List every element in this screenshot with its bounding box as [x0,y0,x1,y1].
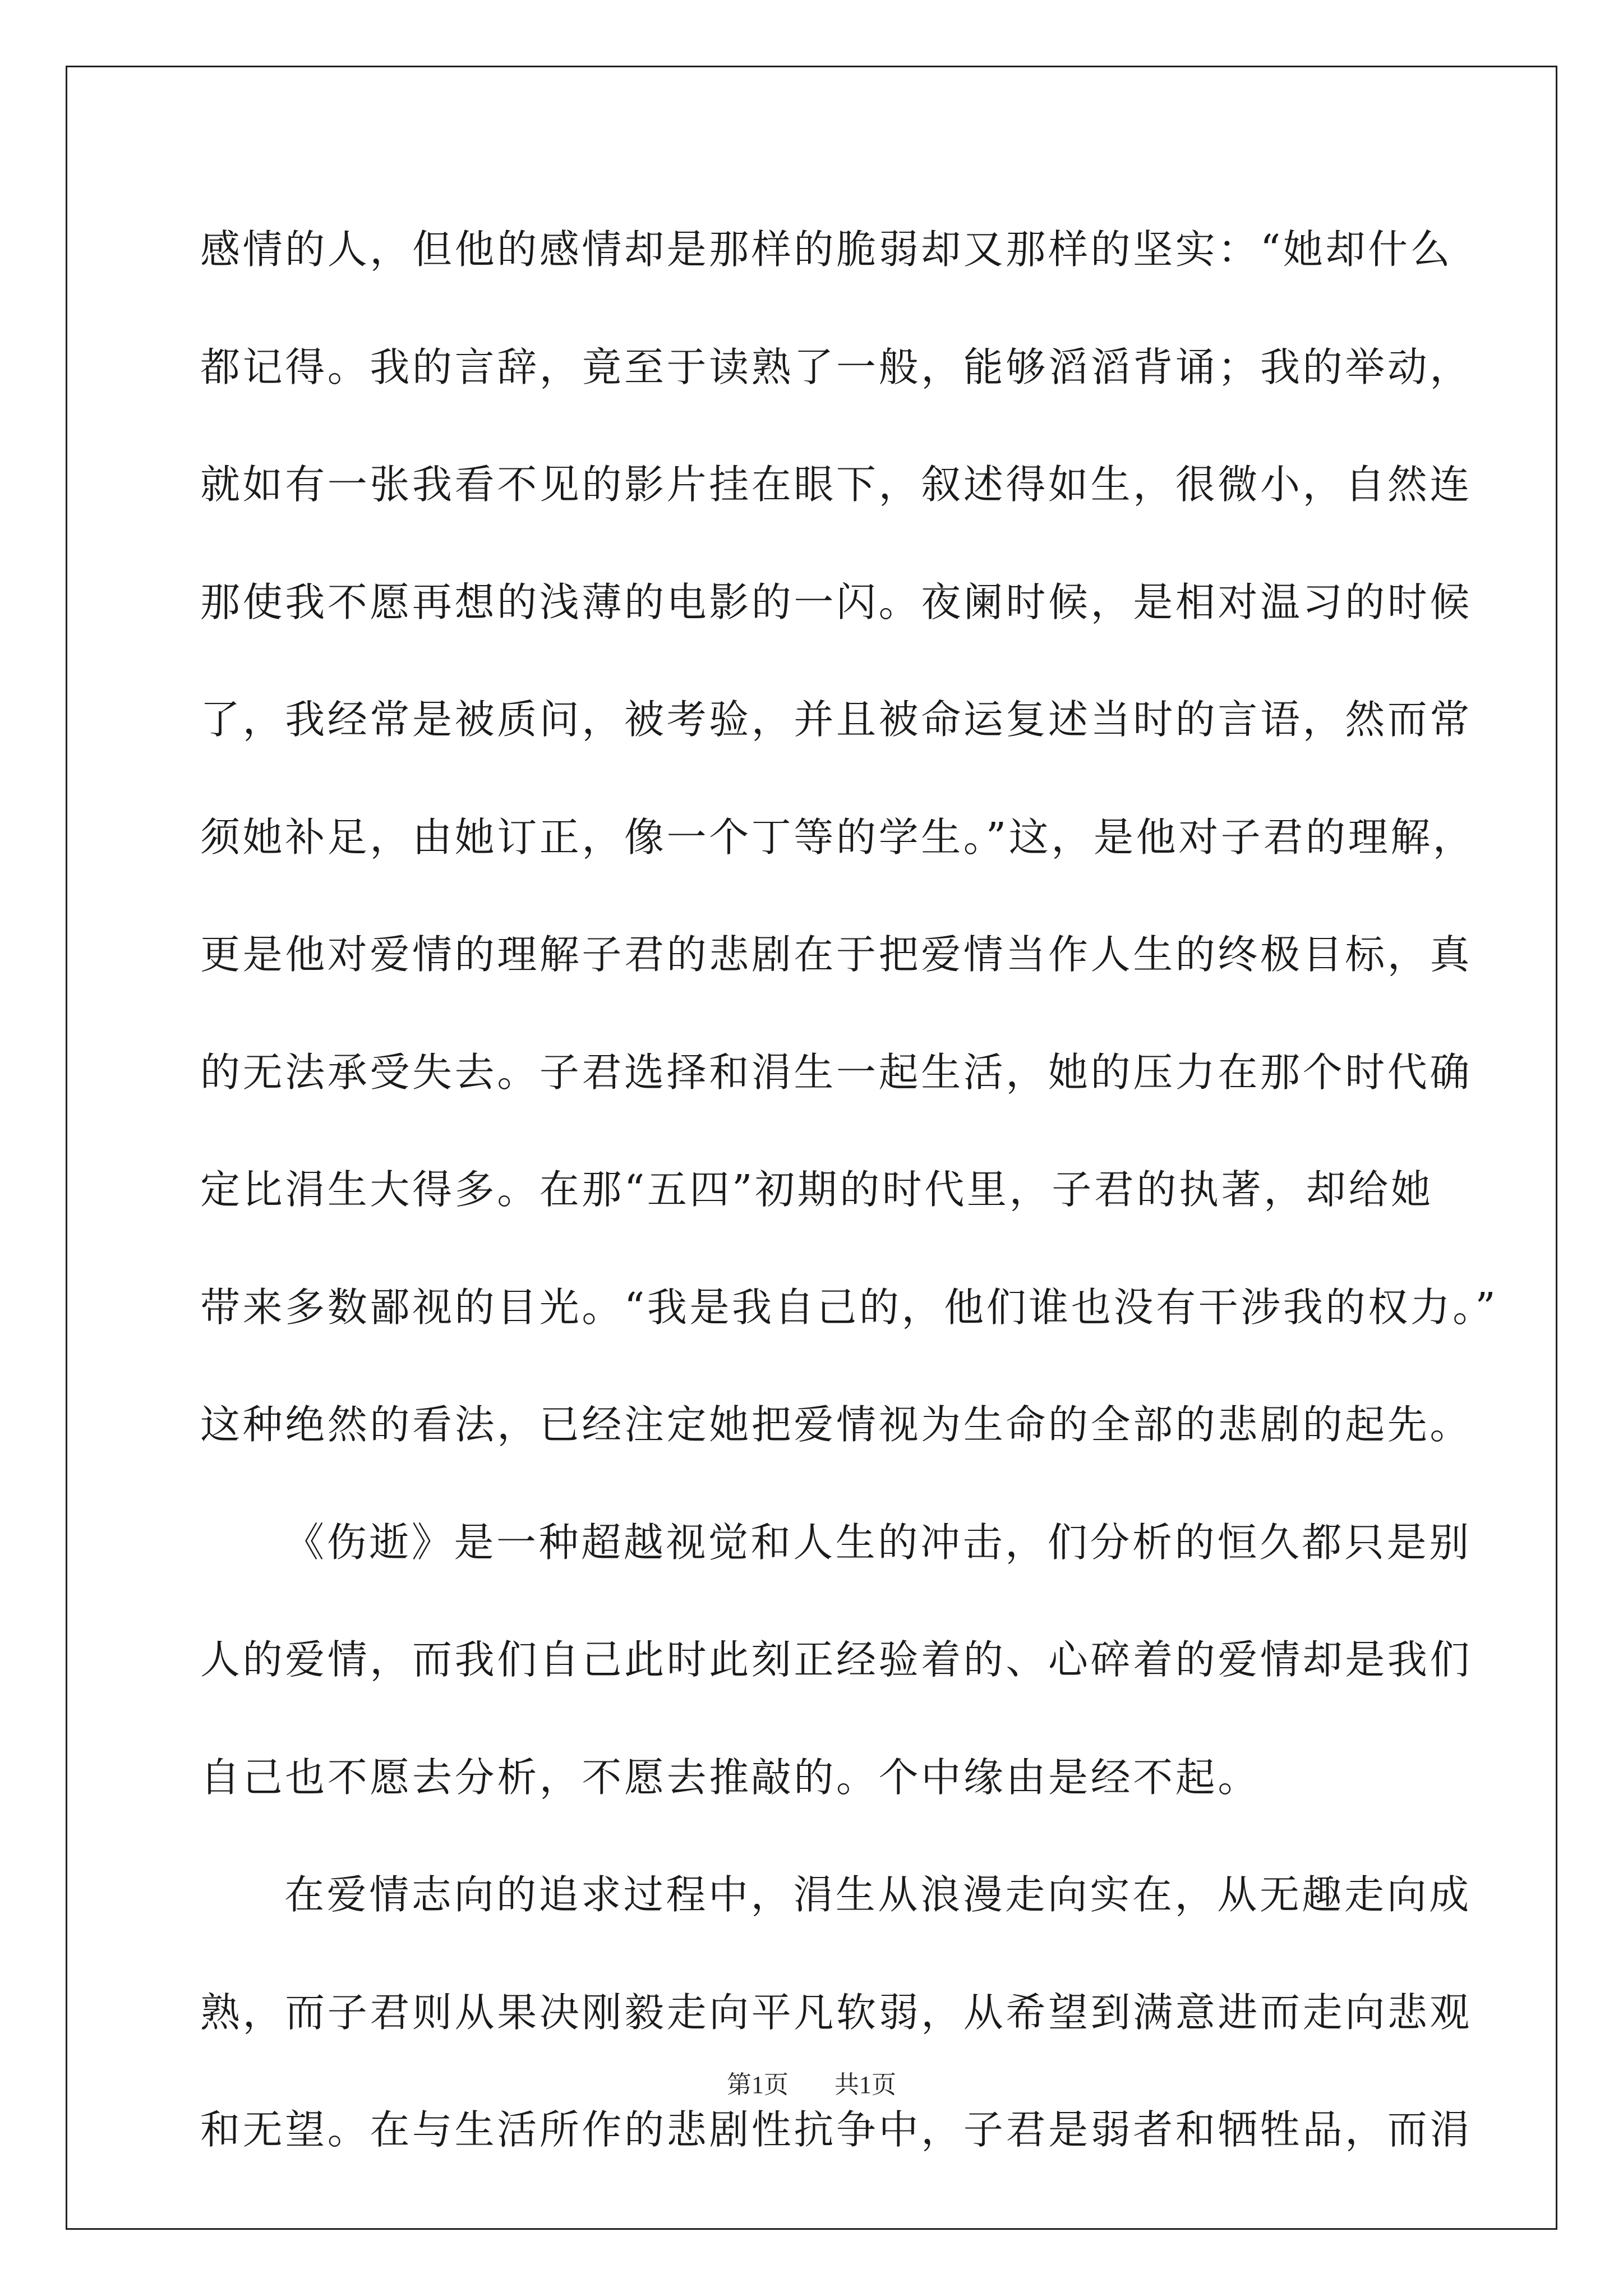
page-total: 共1页 [834,2071,896,2099]
text-line: 更是他对爱情的理解子君的悲剧在于把爱情当作人生的终极目标，真 [200,931,1473,978]
paragraph-start-line: 《伤逝》是一种超越视觉和人生的冲击，们分析的恒久都只是别 [284,1519,1472,1566]
text-line: 都记得。我的言辞，竟至于读熟了一般，能够滔滔背诵；我的举动， [200,343,1473,390]
text-line: 人的爱情，而我们自己此时此刻正经验着的、心碎着的爱情却是我们 [200,1636,1473,1683]
text-line: 那使我不愿再想的浅薄的电影的一闪。夜阑时候，是相对温习的时候 [200,578,1473,625]
text-line: 这种绝然的看法，已经注定她把爱情视为生命的全部的悲剧的起先。 [200,1401,1473,1448]
text-line: 就如有一张我看不见的影片挂在眼下，叙述得如生，很微小，自然连 [200,461,1473,508]
text-line: 自己也不愿去分析，不愿去推敲的。个中缘由是经不起。 [200,1754,1261,1801]
text-line: 须她补足，由她订正，像一个丁等的学生。”这，是他对子君的理解， [200,813,1476,861]
text-line: 定比涓生大得多。在那“五四”初期的时代里，子君的执著，却给她 [200,1166,1433,1213]
page-number: 第1页 [727,2071,789,2099]
paragraph-start-line: 在爱情志向的追求过程中，涓生从浪漫走向实在，从无趣走向成 [284,1871,1472,1918]
text-line: 感情的人，但他的感情却是那样的脆弱却又那样的坚实：“她却什么 [200,226,1453,273]
document-body [200,208,1498,2206]
text-line: 熟，而子君则从果决刚毅走向平凡软弱，从希望到满意进而走向悲观 [200,1989,1473,2036]
text-line: 带来多数鄙视的目光。“我是我自己的，他们谁也没有干涉我的权力。” [200,1283,1498,1331]
text-line: 的无法承受失去。子君选择和涓生一起生活，她的压力在那个时代确 [200,1048,1473,1096]
page-footer [0,2064,1623,2100]
text-line: 了，我经常是被质问，被考验，并且被命运复述当时的言语，然而常 [200,696,1473,743]
text-line: 和无望。在与生活所作的悲剧性抗争中，子君是弱者和牺牲品，而涓 [200,2106,1473,2153]
